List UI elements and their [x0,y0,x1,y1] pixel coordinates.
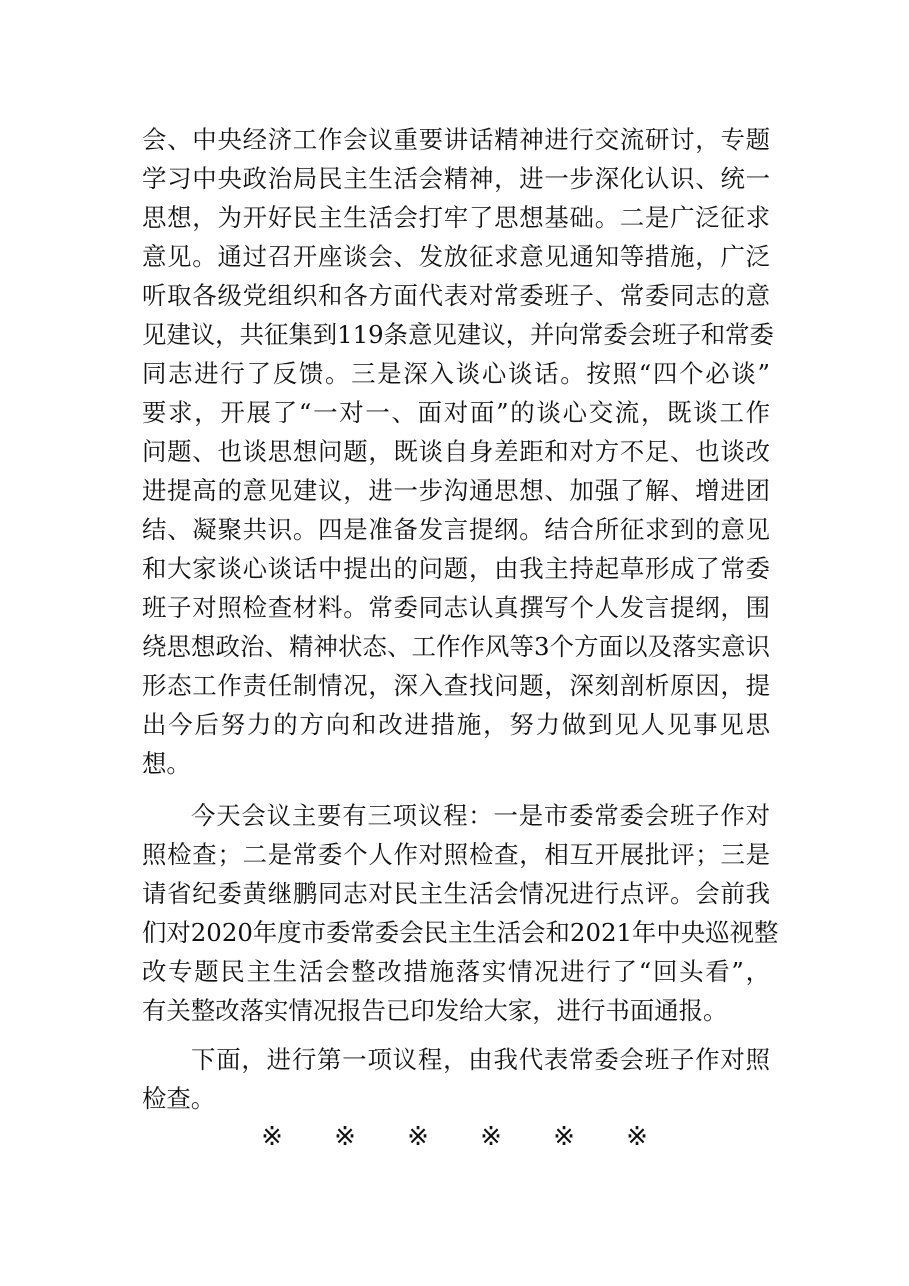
section-separator [0,1117,909,1157]
text-line: 会、中央经济工作会议重要讲话精神进行交流研讨，专题 [142,125,770,154]
text-line: 检查。 [142,1084,216,1113]
reference-mark-symbol: ※ [626,1122,648,1152]
text-line: 形态工作责任制情况，深入查找问题，深刻剖析原因，提 [142,671,770,700]
text-line: 见建议，共征集到119条意见建议，并向常委会班子和常委 [142,320,774,349]
text-line: 们对2020年度市委常委会民主生活会和2021年中央巡视整 [142,918,779,947]
text-line: 和大家谈心谈话中提出的问题，由我主持起草形成了常委 [142,554,770,583]
text-line: 出今后努力的方向和改进措施，努力做到见人见事见思 [142,710,770,739]
text-line: 照检查；二是常委个人作对照检查，相互开展批评；三是 [142,840,770,869]
text-line: 想。 [142,749,191,778]
text-line: 下面，进行第一项议程，由我代表常委会班子作对照 [191,1045,770,1074]
text-line: 绕思想政治、精神状态、工作作风等3个方面以及落实意识 [142,632,770,661]
text-line: 意见。通过召开座谈会、发放征求意见通知等措施，广泛 [142,242,770,271]
text-line: 有关整改落实情况报告已印发给大家，进行书面通报。 [142,996,728,1025]
text-line: 学习中央政治局民主生活会精神，进一步深化认识、统一 [142,164,770,193]
text-line: 思想，为开好民主生活会打牢了思想基础。二是广泛征求 [142,203,770,232]
text-line: 听取各级党组织和各方面代表对常委班子、常委同志的意 [142,281,770,310]
reference-mark-symbol: ※ [480,1122,502,1152]
reference-mark-symbol: ※ [334,1122,356,1152]
text-line: 结、凝聚共识。四是准备发言提纲。结合所征求到的意见 [142,515,770,544]
reference-mark-symbol: ※ [553,1122,575,1152]
text-line: 同志进行了反馈。三是深入谈心谈话。按照“四个必谈” [142,359,770,388]
text-line: 要求，开展了“一对一、面对面”的谈心交流，既谈工作 [142,398,770,427]
text-line: 请省纪委黄继鹏同志对民主生活会情况进行点评。会前我 [142,879,770,908]
text-line: 今天会议主要有三项议程：一是市委常委会班子作对 [191,801,770,830]
text-line: 班子对照检查材料。常委同志认真撰写个人发言提纲，围 [142,593,770,622]
reference-mark-symbol: ※ [261,1122,283,1152]
text-line: 改专题民主生活会整改措施落实情况进行了“回头看”， [142,957,770,986]
text-line: 进提高的意见建议，进一步沟通思想、加强了解、增进团 [142,476,770,505]
text-line: 问题、也谈思想问题，既谈自身差距和对方不足、也谈改 [142,437,770,466]
reference-mark-symbol: ※ [407,1122,429,1152]
